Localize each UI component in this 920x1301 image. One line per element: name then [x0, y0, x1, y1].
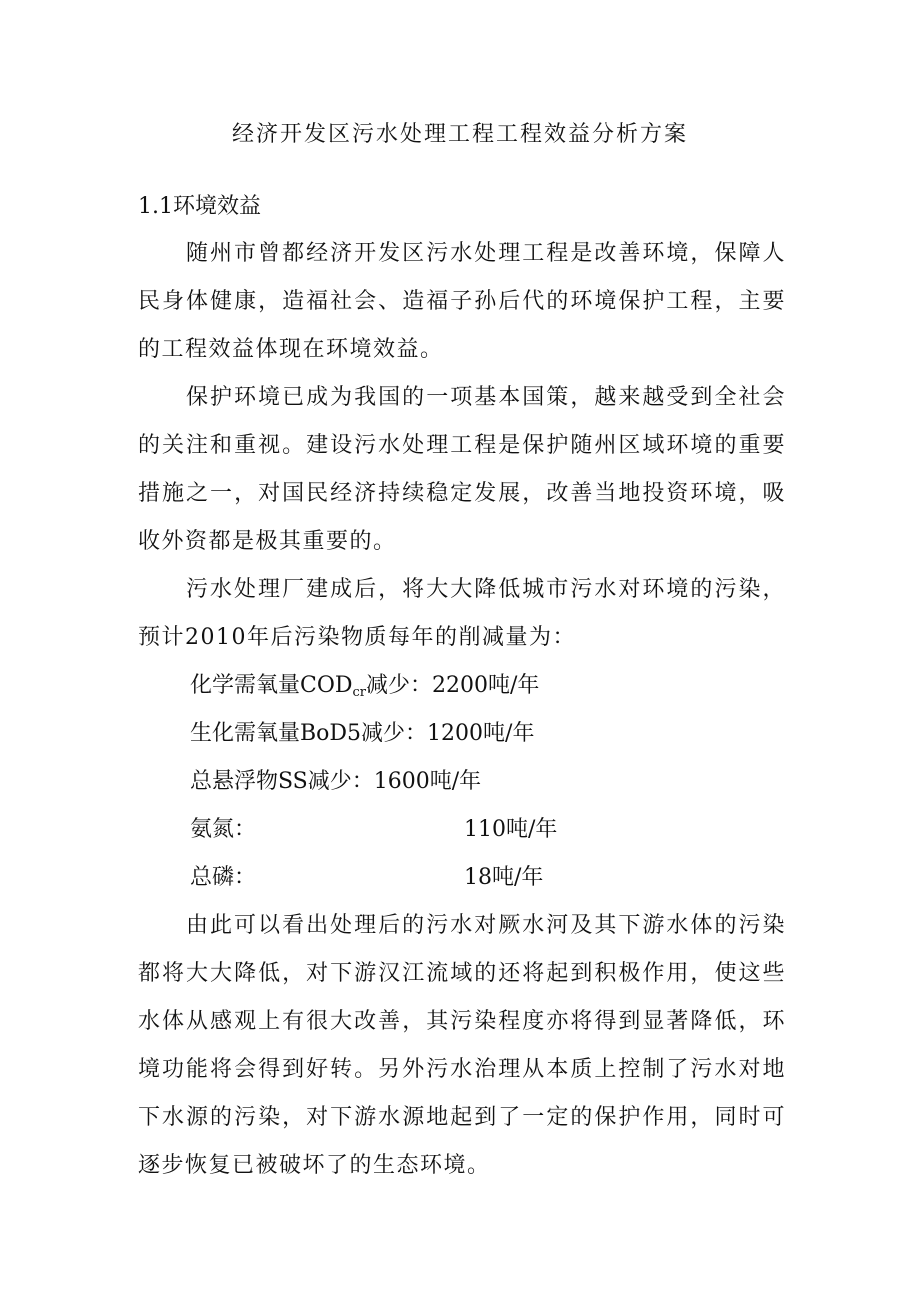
ammonia-value: 110吨/年	[464, 817, 558, 842]
paragraph-intro: 随州市曾都经济开发区污水处理工程是改善环境，保障人民身体健康，造福社会、造福子孙后代的环境保护工程，主要的工程效益体现在环境效益。	[138, 241, 786, 362]
reduction-item-ammonia	[190, 806, 558, 854]
paragraph-reduction-intro: 污水处理厂建成后，将大大降低城市污水对环境的污染，预计2010年后污染物质每年的削减量为：	[138, 577, 786, 650]
reduction-item-cod	[190, 662, 539, 717]
reduction-item-bod: 生化需氧量BoD5减少：1200吨/年	[190, 721, 535, 746]
cod-suffix: 减少：2200吨/年	[366, 673, 540, 698]
document-title: 经济开发区污水处理工程工程效益分析方案	[231, 122, 688, 147]
cod-subscript: cr	[352, 685, 367, 700]
paragraph-policy: 保护环境已成为我国的一项基本国策，越来越受到全社会的关注和重视。建设污水处理工程是保护随州区域环境的重要措施之一，对国民经济持续稳定发展，改善当地投资环境，吸收外资都是极其重要的。	[138, 385, 786, 554]
phosphorus-label: 总磷：	[190, 865, 257, 890]
reduction-item-ss: 总悬浮物SS减少：1600吨/年	[190, 769, 482, 794]
reduction-item-phosphorus	[190, 854, 544, 902]
paragraph-conclusion: 由此可以看出处理后的污水对厥水河及其下游水体的污染都将大大降低，对下游汉江流域的还将起到积极作用，使这些水体从感观上有很大改善，其污染程度亦将得到显著降低，环境功能将会得到好转。另外污水治理从本质上控制了污水对地下水源的污染，对下游水源地起到了一定的保护作用，同时可逐步恢复已被破坏了的生态环境。	[138, 913, 786, 1178]
ammonia-label: 氨氮：	[190, 817, 257, 842]
cod-prefix: 化学需氧量COD	[190, 673, 353, 698]
phosphorus-value: 18吨/年	[464, 865, 544, 890]
section-heading: 1.1环境效益	[138, 194, 261, 219]
